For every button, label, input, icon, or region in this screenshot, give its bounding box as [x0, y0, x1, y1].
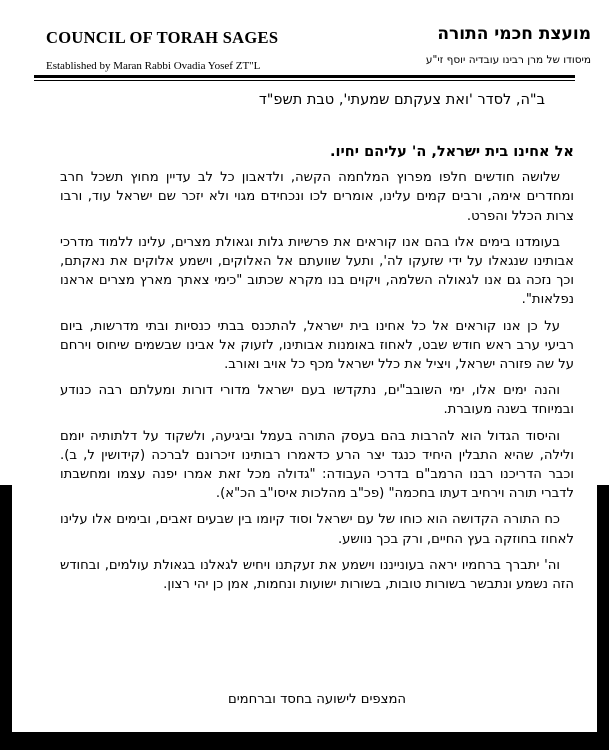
- greeting: אל אחינו בית ישראל, ה' עליהם יחיו.: [330, 144, 574, 160]
- date-line: ב"ה, לסדר 'ואת צעקתם שמעתי', טבת תשפ"ד: [258, 92, 545, 108]
- paragraph: וה' יתברך ברחמיו יראה בעונייננו וישמע את זעקתנו ויחיש לגאלנו בגאולת עולמים, ובחודש הזה נשמע ונתבשר בשורות טובות, בשורות ישועות ונחמות, אמן כן יהי רצון.: [60, 557, 574, 593]
- paragraph: והנה ימים אלו, ימי השובב"ים, נתקדשו בעם ישראל מדורי דורות ומעלתם רבה כנודע ובמיוחד בשנה מעוברת.: [60, 383, 574, 418]
- english-subtitle: Established by Maran Rabbi Ovadia Yosef ZT"L: [46, 60, 261, 72]
- hebrew-subtitle: מיסודו של מרן רבינו עובדיה יוסף זי"ע: [425, 54, 591, 66]
- paragraph: שלושה חודשים חלפו מפרוץ המלחמה הקשה, ולדאבון כל לב עדיין מחוץ תשכל חרב ומחדרים אימה, ורבים קמים עלינו, אומרים לכו ונכחידם מגוי ולא יזכר שם ישראל עוד, ורבו צרות הכלל והפרט.: [60, 170, 574, 224]
- hebrew-title: מועצת חכמי התורה: [437, 24, 591, 44]
- hebrew-letterhead: [331, 24, 591, 66]
- letter-body: [60, 143, 574, 601]
- header-divider-thick: [34, 75, 575, 78]
- header-divider-thin: [34, 80, 575, 81]
- english-title: COUNCIL OF TORAH SAGES: [46, 28, 279, 47]
- paragraph: כח התורה הקדושה הוא כוחו של עם ישראל וסוד קיומו בין שבעים זאבים, ובימים אלו עלינו לאחוז בחוזקה בעץ החיים, ורק בכך נוושע.: [60, 512, 574, 547]
- closing-signature: המצפים לישועה בחסד וברחמים: [227, 692, 407, 707]
- paragraph: והיסוד הגדול הוא להרבות בהם בעסק התורה בעמל וביגיעה, ולשקוד על דלתותיה יומם ולילה, שהיא התבלין היחיד כנגד יצר הרע כדאמרו רבותינו זיכרונם לברכה (קידושין ל, ב). וכבר הדריכנו רבנו הרמב"ם בדרכי העבודה: "גדולה מכל זאת אמרו יפנה עצמו ומחשבתו לדברי תורה וירחיב דעתו בחכמה" (פכ"ב מהלכות איסו"ב הכ"א).: [60, 428, 574, 502]
- paragraph: בעומדנו בימים אלו בהם אנו קוראים את פרשיות גלות וגאולת מצרים, עלינו ללמוד מדרכי אבותינו שנגאלו על ידי שזעקו לה', ותעל שוועתם אל האלוקים, וישמע אלוקים את נאקתם, וכך נזכה גם אנו לגאולה השלמה, ויקוים בנו מקרא שכתוב "כימי צאתך מארץ מצרים אראנו נפלאות".: [60, 234, 574, 308]
- paragraph: על כן אנו קוראים אל כל אחינו בית ישראל, להתכנס בבתי כנסיות ובתי מדרשות, ביום רביעי ערב ראש חודש שבט, לאחוז באומנות אבותינו, לזעוק אל אבינו שבשמים שיחוס וירחם על שה פזורה ישראל, ויציל את כלל ישראל מכף כל אויב ואורב.: [60, 318, 574, 373]
- english-letterhead: [46, 28, 296, 72]
